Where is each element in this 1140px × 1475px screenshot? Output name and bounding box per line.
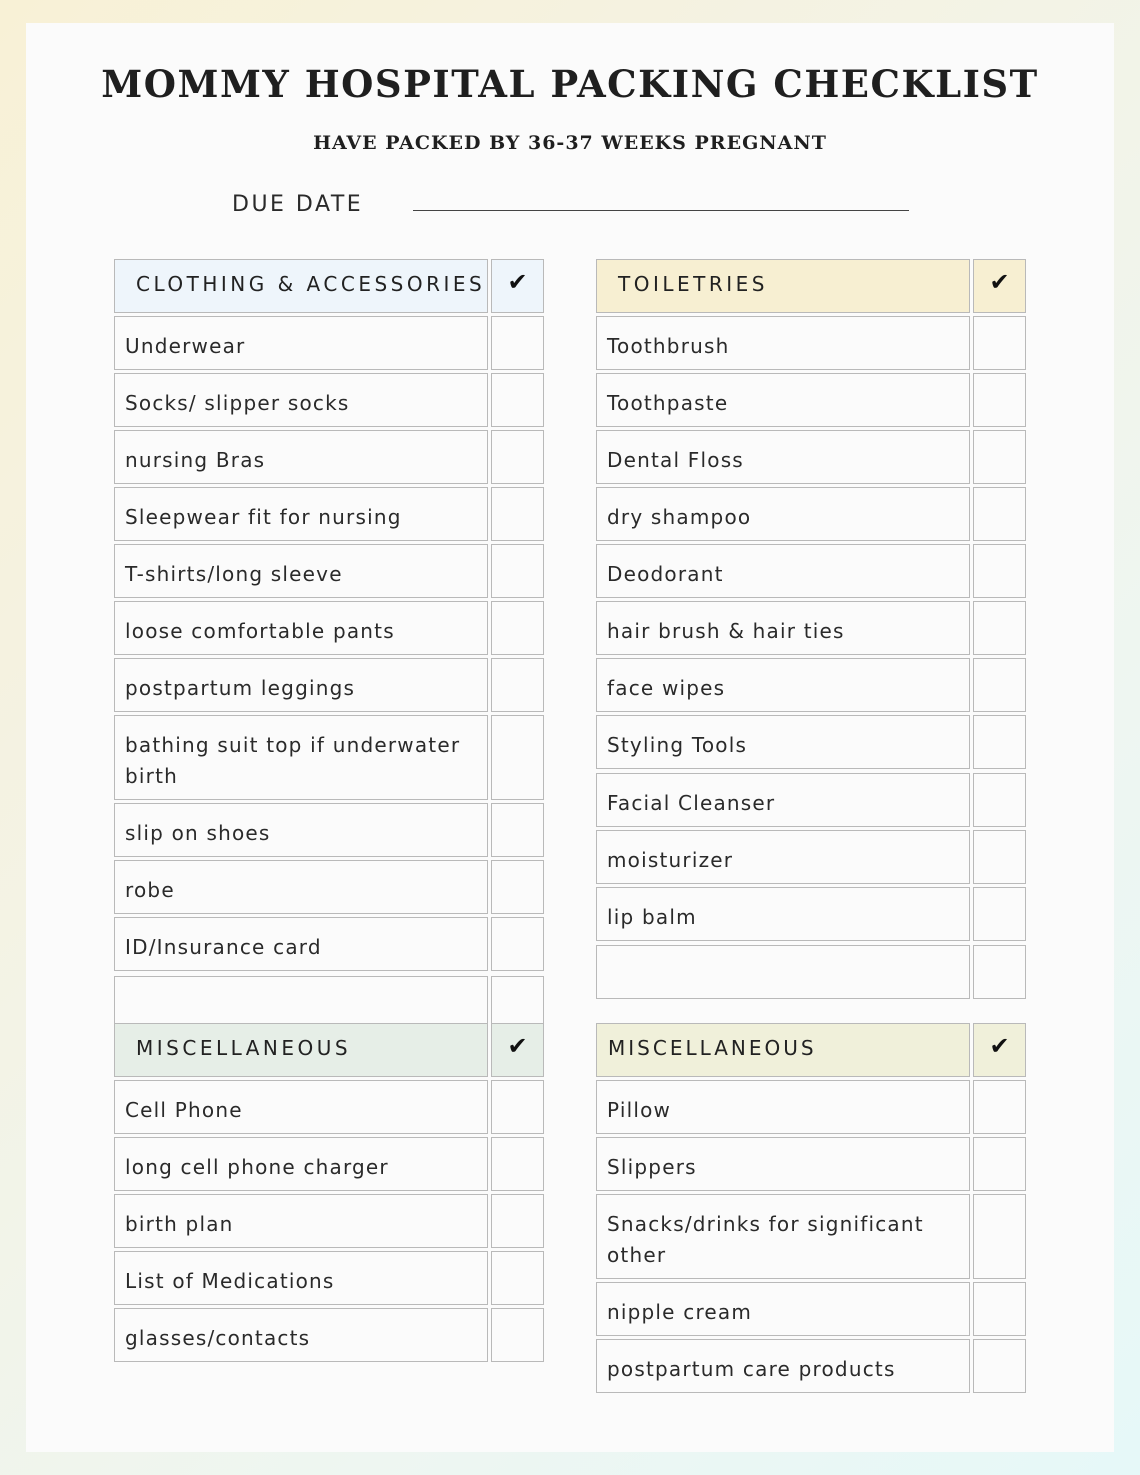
item-label-cell (596, 544, 970, 598)
header-check-cell (491, 1023, 544, 1077)
item-checkbox[interactable] (491, 1137, 544, 1191)
item-label-cell (114, 715, 488, 800)
item-checkbox[interactable] (973, 773, 1026, 827)
checkmark-icon: ✔ (507, 268, 528, 296)
checkmark-icon: ✔ (989, 1032, 1010, 1060)
section-title: MISCELLANEOUS (136, 1036, 352, 1060)
checklist-row (596, 1080, 1026, 1134)
checklist-row (596, 601, 1026, 655)
item-label-cell (596, 316, 970, 370)
item-label: Styling Tools (607, 733, 748, 757)
item-label-cell (596, 1137, 970, 1191)
checklist-row (114, 715, 544, 800)
item-label: bathing suit top if underwater birth (125, 733, 461, 788)
item-label: Toothpaste (607, 391, 729, 415)
checklist-row (596, 544, 1026, 598)
item-label-cell (114, 487, 488, 541)
item-checkbox[interactable] (491, 487, 544, 541)
item-checkbox[interactable] (973, 658, 1026, 712)
item-label-cell (114, 1137, 488, 1191)
header-check-cell (973, 1023, 1026, 1077)
item-checkbox[interactable] (973, 1137, 1026, 1191)
item-checkbox[interactable] (491, 316, 544, 370)
item-label-cell (114, 544, 488, 598)
checklist-row (596, 430, 1026, 484)
checklist-row (596, 1194, 1026, 1279)
item-label-cell (114, 316, 488, 370)
item-label: Cell Phone (125, 1098, 243, 1122)
page-title: MOMMY HOSPITAL PACKING CHECKLIST (101, 62, 1039, 106)
item-checkbox[interactable] (973, 373, 1026, 427)
item-label: face wipes (607, 676, 726, 700)
checklist-row (596, 945, 1026, 999)
checklist-row (114, 544, 544, 598)
item-checkbox[interactable] (491, 430, 544, 484)
checklist-row (596, 887, 1026, 941)
item-label: birth plan (125, 1212, 234, 1236)
item-label: postpartum care products (607, 1357, 896, 1381)
item-label: nipple cream (607, 1300, 753, 1324)
due-date-label: DUE DATE (232, 192, 364, 217)
checklist-row (596, 658, 1026, 712)
item-label-cell (596, 773, 970, 827)
item-label-cell (596, 1339, 970, 1393)
item-label-cell (114, 976, 488, 1026)
checklist-row (596, 715, 1026, 769)
item-label-cell (596, 487, 970, 541)
item-label: Toothbrush (607, 334, 730, 358)
item-label: robe (125, 878, 175, 902)
item-checkbox[interactable] (491, 860, 544, 914)
checklist-row (596, 373, 1026, 427)
checklist-row (114, 1308, 544, 1362)
header-check-cell (973, 259, 1026, 313)
item-label: Underwear (125, 334, 246, 358)
due-date-line[interactable] (413, 210, 909, 211)
item-checkbox[interactable] (491, 917, 544, 971)
item-checkbox[interactable] (973, 316, 1026, 370)
item-label: T-shirts/long sleeve (125, 562, 343, 586)
item-label: Socks/ slipper socks (125, 391, 350, 415)
item-checkbox[interactable] (973, 544, 1026, 598)
header-label-cell (596, 259, 970, 313)
checklist-row (596, 830, 1026, 884)
checklist-row (114, 658, 544, 712)
checkmark-icon: ✔ (507, 1032, 528, 1060)
item-checkbox[interactable] (491, 658, 544, 712)
item-label-cell (114, 917, 488, 971)
checklist-row (114, 430, 544, 484)
item-label-cell (114, 373, 488, 427)
item-checkbox[interactable] (491, 715, 544, 800)
checklist-row (114, 601, 544, 655)
item-checkbox[interactable] (491, 544, 544, 598)
checklist-row (114, 1080, 544, 1134)
checklist-row (114, 976, 544, 1026)
item-label-cell (596, 945, 970, 999)
header-label-cell (596, 1023, 970, 1077)
section-header (114, 259, 544, 313)
item-label-cell (596, 658, 970, 712)
item-label: postpartum leggings (125, 676, 356, 700)
item-checkbox[interactable] (973, 830, 1026, 884)
checklist-row (596, 773, 1026, 827)
item-label-cell (114, 430, 488, 484)
item-checkbox[interactable] (491, 373, 544, 427)
item-label-cell (114, 1194, 488, 1248)
checklist-row (114, 1137, 544, 1191)
item-label-cell (114, 1308, 488, 1362)
item-label: lip balm (607, 905, 697, 929)
item-label-cell (114, 1080, 488, 1134)
section-header (596, 259, 1026, 313)
item-label: Pillow (607, 1098, 672, 1122)
item-label-cell (596, 601, 970, 655)
item-checkbox[interactable] (973, 1339, 1026, 1393)
header-check-cell (491, 259, 544, 313)
checklist-row (114, 316, 544, 370)
item-checkbox[interactable] (491, 976, 544, 1026)
item-label: List of Medications (125, 1269, 335, 1293)
item-checkbox[interactable] (973, 1282, 1026, 1336)
checklist-row (596, 1282, 1026, 1336)
item-label-cell (596, 1194, 970, 1279)
item-checkbox[interactable] (973, 887, 1026, 941)
item-label: Dental Floss (607, 448, 744, 472)
item-checkbox[interactable] (973, 945, 1026, 999)
item-label: Sleepwear fit for nursing (125, 505, 402, 529)
item-checkbox[interactable] (973, 1080, 1026, 1134)
item-checkbox[interactable] (491, 1080, 544, 1134)
header-label-cell (114, 1023, 488, 1077)
item-checkbox[interactable] (973, 430, 1026, 484)
item-label-cell (114, 658, 488, 712)
item-label-cell (596, 1282, 970, 1336)
checkmark-icon: ✔ (989, 268, 1010, 296)
item-checkbox[interactable] (491, 803, 544, 857)
item-label-cell (114, 860, 488, 914)
checklist-row (596, 1137, 1026, 1191)
page-subtitle: HAVE PACKED BY 36-37 WEEKS PREGNANT (313, 132, 827, 154)
item-checkbox[interactable] (973, 715, 1026, 769)
item-checkbox[interactable] (973, 601, 1026, 655)
checklist-row (114, 860, 544, 914)
item-label: Slippers (607, 1155, 697, 1179)
item-checkbox[interactable] (491, 601, 544, 655)
item-checkbox[interactable] (973, 487, 1026, 541)
checklist-row (114, 803, 544, 857)
item-label: moisturizer (607, 848, 734, 872)
item-checkbox[interactable] (491, 1308, 544, 1362)
item-label: slip on shoes (125, 821, 271, 845)
item-label: hair brush & hair ties (607, 619, 845, 643)
item-label: nursing Bras (125, 448, 266, 472)
checklist-row (114, 1251, 544, 1305)
item-label: long cell phone charger (125, 1155, 389, 1179)
checklist-row (114, 917, 544, 971)
header-label-cell (114, 259, 488, 313)
section-title: MISCELLANEOUS (608, 1036, 817, 1060)
item-label: glasses/contacts (125, 1326, 311, 1350)
checklist-row (596, 316, 1026, 370)
item-label: dry shampoo (607, 505, 752, 529)
item-label: ID/Insurance card (125, 935, 322, 959)
item-label-cell (114, 601, 488, 655)
item-label: Snacks/drinks for significant other (607, 1212, 924, 1267)
item-label-cell (596, 430, 970, 484)
item-checkbox[interactable] (973, 1194, 1026, 1279)
item-label-cell (114, 1251, 488, 1305)
checklist-row (114, 1194, 544, 1248)
item-checkbox[interactable] (491, 1194, 544, 1248)
checklist-row (596, 487, 1026, 541)
item-label-cell (596, 830, 970, 884)
section-header (114, 1023, 544, 1077)
section-title: TOILETRIES (618, 272, 768, 296)
item-label-cell (596, 887, 970, 941)
checklist-row (114, 487, 544, 541)
checklist-row (114, 373, 544, 427)
item-checkbox[interactable] (491, 1251, 544, 1305)
section-header (596, 1023, 1026, 1077)
checklist-row (596, 1339, 1026, 1393)
section-title: CLOTHING & ACCESSORIES (136, 272, 486, 296)
item-label-cell (596, 1080, 970, 1134)
item-label: loose comfortable pants (125, 619, 395, 643)
item-label: Facial Cleanser (607, 791, 776, 815)
item-label-cell (596, 715, 970, 769)
item-label-cell (114, 803, 488, 857)
item-label-cell (596, 373, 970, 427)
item-label: Deodorant (607, 562, 724, 586)
